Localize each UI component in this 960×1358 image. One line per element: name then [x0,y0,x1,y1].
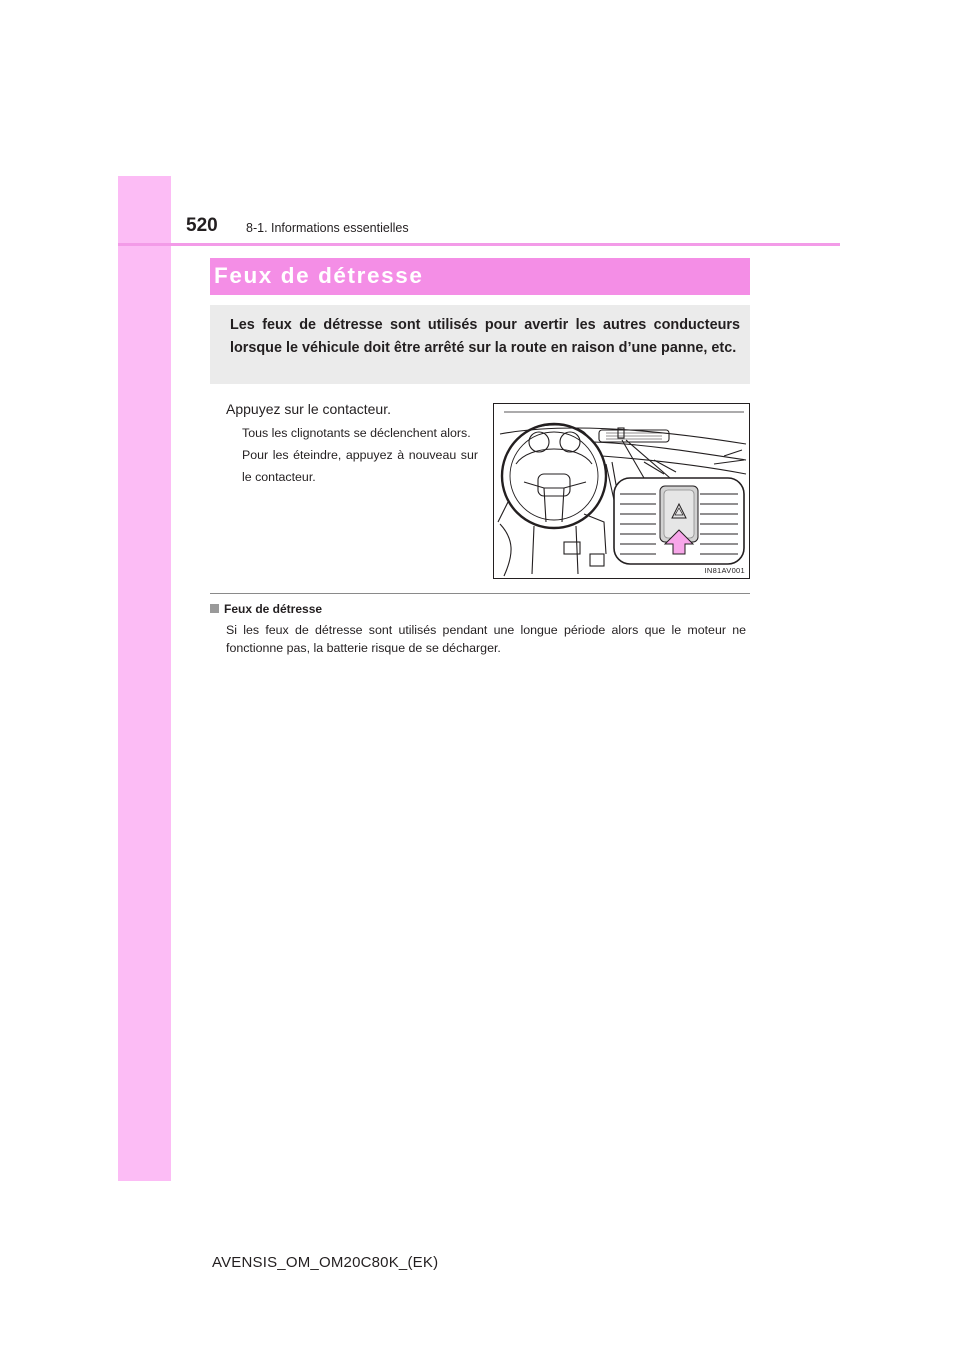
page-title: Feux de détresse [214,263,424,288]
section-divider [210,593,750,594]
side-band [118,176,171,1181]
figure-code: IN81AV001 [704,566,745,575]
note-square-icon [210,604,219,613]
note-body: Si les feux de détresse sont utilisés pendant une longue période alors que le moteur ne fonctionne pas, la batterie risque de se décharger. [226,623,746,655]
intro-box [210,305,750,384]
page-number: 520 [186,215,218,236]
step-detail [242,422,478,488]
dashboard-drawing [494,404,749,578]
dashboard-illustration [493,403,750,579]
step-detail-2: Pour les éteindre, appuyez à nouveau sur le contacteur. [242,448,478,484]
footer-code: AVENSIS_OM_OM20C80K_(EK) [212,1254,439,1271]
intro-text: Les feux de détresse sont utilisés pour avertir les autres conducteurs lorsque le véhicule doit être arrêté sur la route en raison d’une panne, etc. [230,317,740,356]
note-title: Feux de détresse [224,602,323,616]
header-rule [118,243,840,246]
step-instruction: Appuyez sur le contacteur. [226,401,391,417]
switch-callout [614,478,744,564]
step-detail-1: Tous les clignotants se déclenchent alors. [242,426,471,440]
section-label: 8-1. Informations essentielles [246,221,409,235]
